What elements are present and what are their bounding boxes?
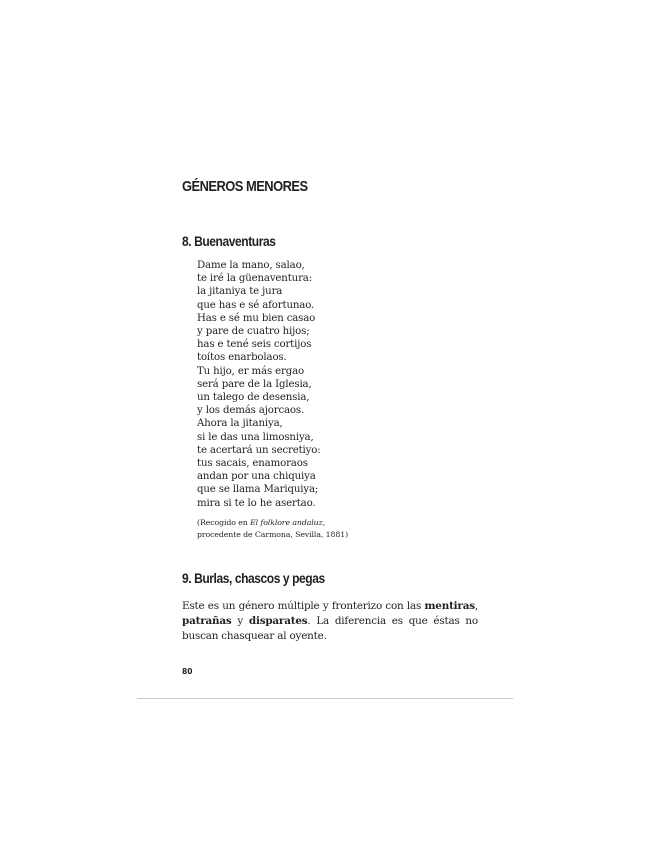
source-suffix: , — [322, 518, 325, 527]
section-title-buenaventuras: 8. Buenaventuras — [182, 233, 276, 249]
poem-line: andan por una chiquiya — [197, 471, 316, 483]
poem-line: y los demás ajorcaos. — [197, 405, 305, 417]
poem-line: tus sacais, enamoraos — [197, 458, 308, 470]
paragraph-burlas — [182, 599, 478, 644]
page-number: 80 — [182, 667, 193, 676]
footer-divider — [137, 698, 513, 699]
poem-line: Dame la mano, salao, — [197, 260, 305, 271]
poem-line: te acertará un secretiyo: — [197, 444, 321, 456]
poem-line: que has e sé afortunao. — [197, 299, 315, 311]
para-text-3: y — [231, 615, 249, 627]
poem-line: y pare de cuatro hijos; — [197, 326, 310, 338]
term-mentiras: mentiras — [424, 600, 475, 612]
chapter-title: GÉNEROS MENORES — [182, 178, 308, 195]
poem-line: te iré la güenaventura: — [197, 273, 312, 285]
source-book-title: El folklore andaluz — [250, 518, 323, 527]
term-disparates: disparates — [248, 615, 308, 627]
poem-source-note — [197, 517, 348, 540]
para-text-2: , — [474, 600, 478, 612]
para-text-4: . La diferencia es que éstas no buscan chasquear al oyente. — [182, 615, 478, 642]
poem-line: toítos enarbolaos. — [197, 352, 287, 364]
poem-line: un talego de desensia, — [197, 392, 310, 404]
source-prefix: (Recogido en — [197, 518, 251, 527]
section-title-burlas: 9. Burlas, chascos y pegas — [182, 570, 325, 586]
poem-line: que se llama Mariquiya; — [197, 484, 319, 496]
poem-line: será pare de la Iglesia, — [197, 378, 312, 390]
poem-line: la jitaniya te jura — [197, 286, 283, 298]
para-text-1: Este es un género múltiple y fronterizo con las — [182, 600, 425, 612]
poem-line: has e tené seis cortijos — [197, 339, 312, 351]
poem-line: si le das una limosniya, — [197, 431, 314, 443]
poem-line: Has e sé mu bien casao — [197, 312, 316, 324]
poem-line: Ahora la jitaniya, — [197, 418, 283, 430]
term-patranas: patrañas — [182, 615, 232, 627]
poem-line: Tu hijo, er más ergao — [197, 365, 304, 377]
source-line-2: procedente de Carmona, Sevilla, 1881) — [197, 529, 349, 539]
poem-line: mira si te lo he asertao. — [197, 497, 316, 509]
poem-buenaventuras — [197, 259, 321, 510]
source-line-1 — [197, 517, 348, 529]
